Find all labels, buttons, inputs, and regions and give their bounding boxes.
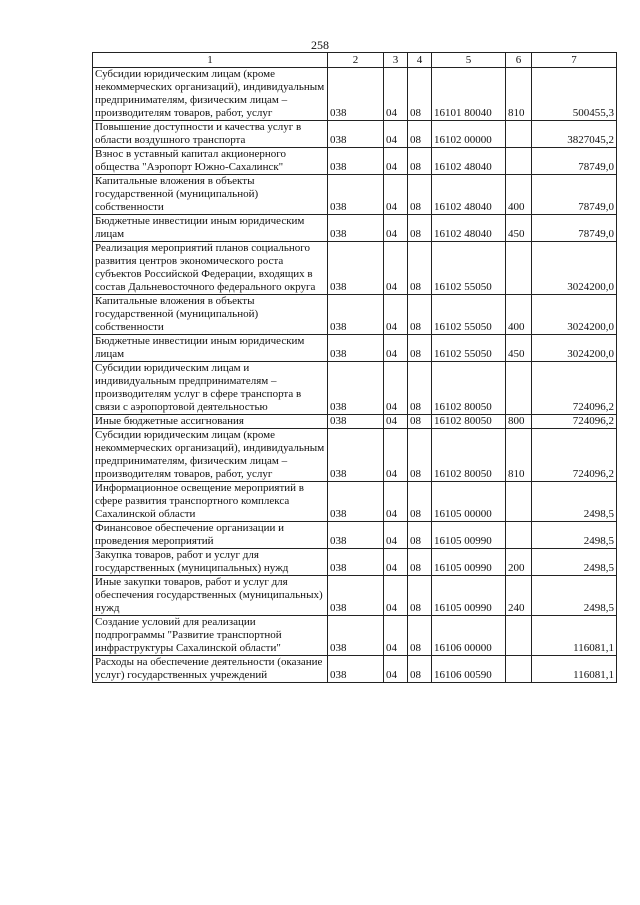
row-code-cell: 08 [408, 175, 432, 215]
table-row [93, 121, 617, 148]
row-code-cell: 04 [384, 415, 408, 429]
row-code-cell: 400 [506, 175, 532, 215]
row-code-cell: 810 [506, 429, 532, 482]
row-code-cell: 04 [384, 121, 408, 148]
row-code-cell: 04 [384, 616, 408, 656]
row-code-cell: 400 [506, 295, 532, 335]
header-row [93, 53, 617, 68]
row-code-cell: 3024200,0 [532, 242, 617, 295]
row-code-cell: 724096,2 [532, 362, 617, 415]
row-code-cell: 04 [384, 429, 408, 482]
row-code-cell: 724096,2 [532, 415, 617, 429]
row-code-cell: 04 [384, 242, 408, 295]
row-code-cell: 16105 00990 [432, 576, 506, 616]
row-code-cell [506, 482, 532, 522]
row-code-cell: 038 [328, 68, 384, 121]
row-code-cell: 08 [408, 68, 432, 121]
row-code-cell: 08 [408, 482, 432, 522]
row-code-cell: 08 [408, 522, 432, 549]
row-code-cell: 08 [408, 616, 432, 656]
row-code-cell: 038 [328, 429, 384, 482]
row-code-cell: 038 [328, 121, 384, 148]
row-code-cell: 16102 80050 [432, 415, 506, 429]
row-code-cell [506, 242, 532, 295]
row-code-cell: 16105 00990 [432, 522, 506, 549]
row-code-cell: 500455,3 [532, 68, 617, 121]
row-code-cell: 038 [328, 362, 384, 415]
row-code-cell: 038 [328, 242, 384, 295]
row-code-cell: 16101 80040 [432, 68, 506, 121]
row-code-cell: 800 [506, 415, 532, 429]
row-code-cell: 810 [506, 68, 532, 121]
header-cell: 5 [432, 53, 506, 68]
row-code-cell: 78749,0 [532, 148, 617, 175]
table-row [93, 415, 617, 429]
row-name-cell: Бюджетные инвестиции иным юридическим лицам [93, 215, 328, 242]
row-code-cell: 3024200,0 [532, 335, 617, 362]
row-code-cell: 08 [408, 215, 432, 242]
row-name-cell: Закупка товаров, работ и услуг для государственных (муниципальных) нужд [93, 549, 328, 576]
row-code-cell: 240 [506, 576, 532, 616]
table-row [93, 429, 617, 482]
row-name-cell: Субсидии юридическим лицам и индивидуальным предпринимателям – производителям услуг в сфере транспорта в связи с аэропортовой деятельностью [93, 362, 328, 415]
row-code-cell: 16102 48040 [432, 148, 506, 175]
budget-table [92, 52, 617, 683]
row-code-cell: 16106 00000 [432, 616, 506, 656]
row-code-cell: 724096,2 [532, 429, 617, 482]
table-row [93, 335, 617, 362]
row-code-cell: 3024200,0 [532, 295, 617, 335]
row-code-cell: 038 [328, 522, 384, 549]
row-name-cell: Капитальные вложения в объекты государственной (муниципальной) собственности [93, 175, 328, 215]
row-code-cell: 78749,0 [532, 175, 617, 215]
row-code-cell: 038 [328, 616, 384, 656]
row-code-cell: 08 [408, 576, 432, 616]
row-code-cell: 038 [328, 482, 384, 522]
row-code-cell: 038 [328, 335, 384, 362]
row-code-cell: 08 [408, 242, 432, 295]
row-code-cell: 16102 48040 [432, 215, 506, 242]
header-cell: 1 [93, 53, 328, 68]
header-cell: 4 [408, 53, 432, 68]
row-code-cell: 04 [384, 175, 408, 215]
row-code-cell: 04 [384, 68, 408, 121]
row-code-cell: 2498,5 [532, 549, 617, 576]
row-code-cell: 16105 00000 [432, 482, 506, 522]
row-code-cell: 2498,5 [532, 576, 617, 616]
row-code-cell: 16102 48040 [432, 175, 506, 215]
row-code-cell: 038 [328, 549, 384, 576]
row-name-cell: Финансовое обеспечение организации и проведения мероприятий [93, 522, 328, 549]
row-code-cell: 16102 80050 [432, 362, 506, 415]
row-name-cell: Создание условий для реализации подпрограммы "Развитие транспортной инфраструктуры Сахалинской области" [93, 616, 328, 656]
table-row [93, 482, 617, 522]
table-row [93, 295, 617, 335]
row-code-cell: 08 [408, 148, 432, 175]
row-code-cell: 116081,1 [532, 616, 617, 656]
row-code-cell [506, 616, 532, 656]
header-cell: 7 [532, 53, 617, 68]
row-code-cell: 16102 55050 [432, 295, 506, 335]
row-code-cell: 2498,5 [532, 522, 617, 549]
row-code-cell: 04 [384, 362, 408, 415]
header-cell: 2 [328, 53, 384, 68]
row-code-cell: 038 [328, 148, 384, 175]
row-name-cell: Капитальные вложения в объекты государственной (муниципальной) собственности [93, 295, 328, 335]
row-code-cell: 038 [328, 656, 384, 683]
row-code-cell: 450 [506, 215, 532, 242]
row-code-cell: 16106 00590 [432, 656, 506, 683]
row-code-cell [506, 148, 532, 175]
row-code-cell: 08 [408, 549, 432, 576]
page-number: 258 [311, 38, 329, 52]
row-code-cell: 04 [384, 656, 408, 683]
table-row [93, 68, 617, 121]
row-name-cell: Субсидии юридическим лицам (кроме некоммерческих организаций), индивидуальным предпринимателям, физическим лицам – производителям товаров, работ, услуг [93, 68, 328, 121]
row-name-cell: Взнос в уставный капитал акционерного общества "Аэропорт Южно-Сахалинск" [93, 148, 328, 175]
row-code-cell: 04 [384, 148, 408, 175]
row-name-cell: Реализация мероприятий планов социального развития центров экономического роста субъектов Российской Федерации, входящих в состав Дальневосточного федерального округа [93, 242, 328, 295]
table-row [93, 215, 617, 242]
row-code-cell [506, 522, 532, 549]
row-code-cell: 200 [506, 549, 532, 576]
row-code-cell: 038 [328, 415, 384, 429]
row-name-cell: Расходы на обеспечение деятельности (оказание услуг) государственных учреждений [93, 656, 328, 683]
row-code-cell: 08 [408, 121, 432, 148]
table-row [93, 175, 617, 215]
header-cell: 3 [384, 53, 408, 68]
row-name-cell: Иные бюджетные ассигнования [93, 415, 328, 429]
table-row [93, 616, 617, 656]
row-code-cell: 08 [408, 362, 432, 415]
row-code-cell: 08 [408, 295, 432, 335]
row-code-cell: 04 [384, 295, 408, 335]
row-code-cell: 16102 80050 [432, 429, 506, 482]
row-name-cell: Повышение доступности и качества услуг в области воздушного транспорта [93, 121, 328, 148]
row-name-cell: Субсидии юридическим лицам (кроме некоммерческих организаций), индивидуальным предпринимателям, физическим лицам – производителям товаров, работ, услуг [93, 429, 328, 482]
table-row [93, 242, 617, 295]
row-code-cell: 038 [328, 215, 384, 242]
row-code-cell: 08 [408, 656, 432, 683]
table-row [93, 362, 617, 415]
row-code-cell: 3827045,2 [532, 121, 617, 148]
row-code-cell: 116081,1 [532, 656, 617, 683]
row-code-cell: 16102 55050 [432, 335, 506, 362]
table-row [93, 549, 617, 576]
row-code-cell: 04 [384, 215, 408, 242]
row-name-cell: Бюджетные инвестиции иным юридическим лицам [93, 335, 328, 362]
row-code-cell: 08 [408, 415, 432, 429]
row-name-cell: Информационное освещение мероприятий в сфере развития транспортного комплекса Сахалинской области [93, 482, 328, 522]
table-row [93, 576, 617, 616]
row-code-cell: 08 [408, 429, 432, 482]
row-code-cell: 04 [384, 576, 408, 616]
row-code-cell: 2498,5 [532, 482, 617, 522]
row-code-cell: 038 [328, 175, 384, 215]
row-code-cell [506, 121, 532, 148]
row-code-cell: 16102 55050 [432, 242, 506, 295]
row-code-cell: 78749,0 [532, 215, 617, 242]
row-code-cell: 038 [328, 295, 384, 335]
header-cell: 6 [506, 53, 532, 68]
row-code-cell: 450 [506, 335, 532, 362]
row-code-cell [506, 656, 532, 683]
row-code-cell: 04 [384, 335, 408, 362]
table-row [93, 148, 617, 175]
row-code-cell: 04 [384, 549, 408, 576]
row-name-cell: Иные закупки товаров, работ и услуг для обеспечения государственных (муниципальных) нужд [93, 576, 328, 616]
table-row [93, 522, 617, 549]
row-code-cell: 04 [384, 522, 408, 549]
row-code-cell: 16105 00990 [432, 549, 506, 576]
row-code-cell: 04 [384, 482, 408, 522]
table-row [93, 656, 617, 683]
row-code-cell: 038 [328, 576, 384, 616]
row-code-cell: 16102 00000 [432, 121, 506, 148]
row-code-cell [506, 362, 532, 415]
row-code-cell: 08 [408, 335, 432, 362]
